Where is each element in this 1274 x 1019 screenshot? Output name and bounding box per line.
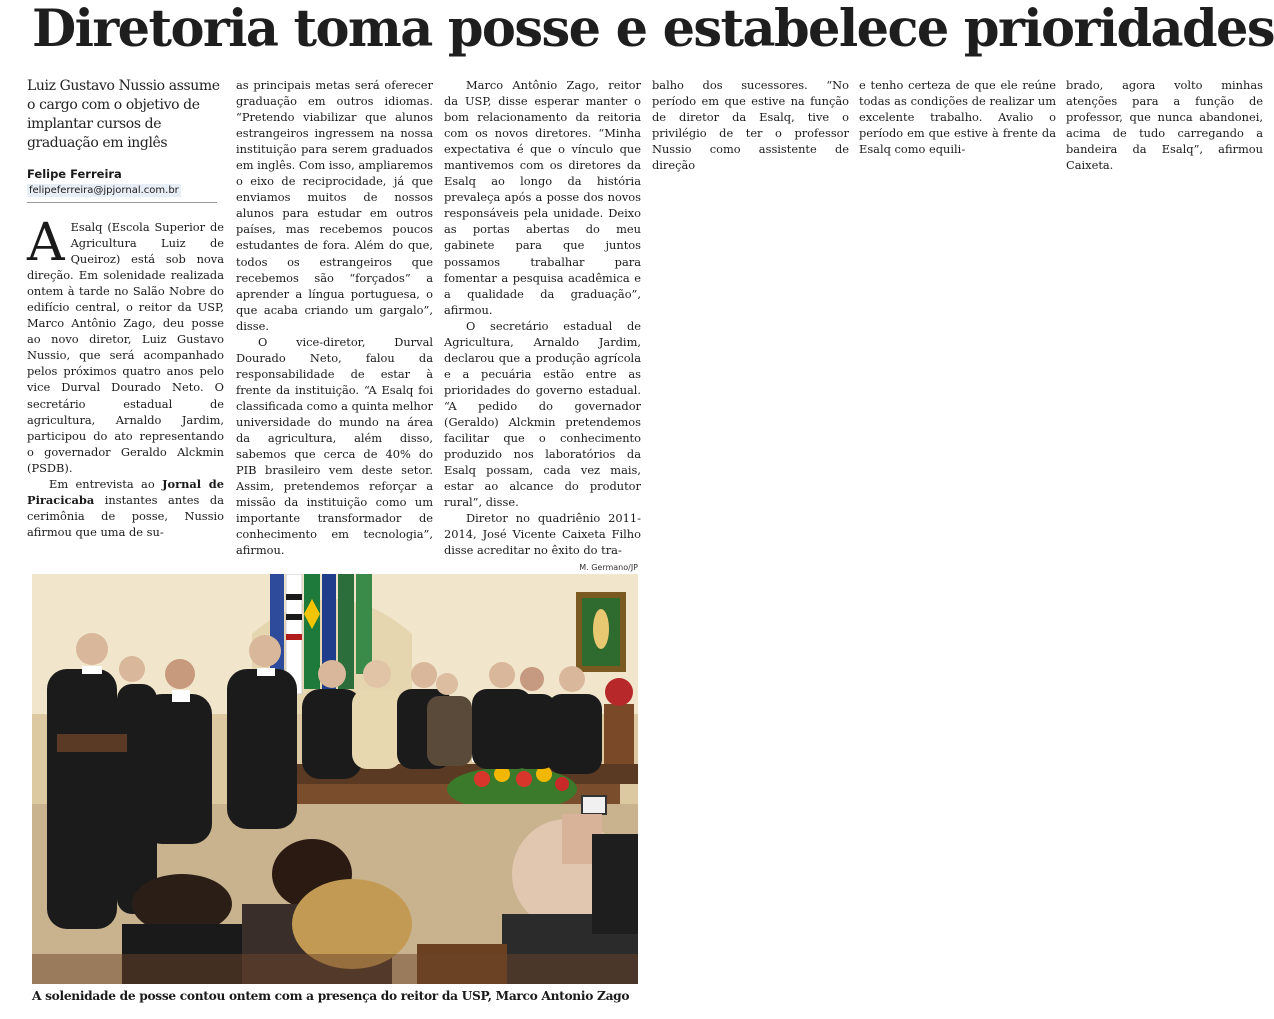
- byline-author: Felipe Ferreira: [27, 167, 122, 181]
- photo-credit: M. Germano/JP: [579, 563, 638, 572]
- article-column-1: [27, 77, 224, 540]
- flag: [304, 574, 320, 689]
- paragraph: O vice-diretor, Durval Dourado Neto, falou da responsabilidade de estar à frente da instituição. “A Esalq foi classificada como a quinta melhor universidade do mundo na área da agricultura, além disso, sabemos que cerca de 40% do PIB brasileiro vem deste setor. Assim, pretendemos reforçar a missão da instituição como um importante transformador de conhecimento em tecnologia”, afirmou.: [236, 334, 433, 558]
- camera-phone: [582, 796, 606, 814]
- paragraph: O secretário estadual de Agricultura, Arnaldo Jardim, declarou que a produção agrícola e a pecuária estão entre as prioridades do governo estadual. “A pedido do governador (Geraldo) Alckmin pretendemos facilitar que o conhecimento produzido nos laboratórios da Esalq possam, cada vez mais, estar ao alcance do produtor rural”, disse.: [444, 318, 641, 510]
- paragraph: brado, agora volto minhas atenções para a função de professor, que nunca abandonei, acima de tudo carregando a bandeira da Esalq”, afirmou Caixeta.: [1066, 78, 1263, 173]
- byline-rule: [27, 202, 217, 203]
- byline-email[interactable]: felipeferreira@jpjornal.com.br: [29, 185, 179, 196]
- ceremony-photo: [32, 574, 638, 984]
- article-column-5: [859, 77, 1056, 157]
- paragraph: balho dos sucessores. “No período em que estive na função de diretor da Esalq, tive o privilégio de ter o professor Nussio como assistente de direção: [652, 78, 849, 173]
- newspaper-name: Jornal de Piracicaba: [27, 476, 225, 507]
- deck: Luiz Gustavo Nussio assume o cargo com o objetivo de implantar cursos de graduação em inglês: [27, 78, 220, 151]
- article-column-6: [1066, 77, 1263, 173]
- ceremony-photo-illustration: [32, 574, 638, 984]
- flag: [270, 574, 284, 684]
- article-column-3: [444, 77, 641, 558]
- article-column-4: [652, 77, 849, 173]
- paragraph: e tenho certeza de que ele reúne todas as condições de realizar um excelente trabalho. Avalio o período em que estive à frente da Esalq como equili-: [859, 78, 1056, 157]
- article-column-2: [236, 77, 433, 558]
- paragraph: Em entrevista ao Jornal de Piracicaba instantes antes da cerimônia de posse, Nussio afirmou que uma de su-: [27, 476, 225, 539]
- paragraph: A Esalq (Escola Superior de Agricultura Luiz de Queiroz) está sob nova direção. Em solenidade realizada ontem à tarde no Salão Nobre do edifício central, o reitor da USP, Marco Antônio Zago, deu posse ao novo diretor, Luiz Gustavo Nussio, que será acompanhado pelos próximos quatro anos pelo vice Durval Dourado Neto. O secretário estadual de agricultura, Arnaldo Jardim, participou do ato representando o governador Geraldo Alckmin (PSDB).: [27, 213, 224, 475]
- paragraph: as principais metas será oferecer graduação em outros idiomas. “Pretendo viabilizar que alunos estrangeiros ingressem na nossa instituição para serem graduados em inglês. Com isso, ampliaremos o eixo de reciprocidade, já que enviamos muitos de nossos alunos para estudar em outros países, mas recebemos poucos estudantes de fora. Além do que, todos os estrangeiros que recebemos são “forçados” a aprender a língua portuguesa, o que acaba criando um gargalo”, disse.: [236, 78, 433, 333]
- paragraph: Marco Antônio Zago, reitor da USP, disse esperar manter o bom relacionamento da reitoria com os novos diretores. “Minha expectativa é que o vínculo que mantivemos com os diretores da Esalq ao longo da história prevaleça após a posse dos novos responsáveis pela unidade. Deixo as portas abertas do meu gabinete para que juntos possamos trabalhar para fomentar a pesquisa acadêmica e a qualidade da graduação”, afirmou.: [444, 78, 641, 317]
- dropcap: A: [27, 213, 65, 273]
- paragraph: Diretor no quadriênio 2011-2014, José Vicente Caixeta Filho disse acreditar no êxito do tra-: [444, 511, 641, 558]
- photo-caption: A solenidade de posse contou ontem com a presença do reitor da USP, Marco Antonio Zago: [32, 989, 630, 1003]
- headline: Diretoria toma posse e estabelece prioridades: [32, 0, 1274, 59]
